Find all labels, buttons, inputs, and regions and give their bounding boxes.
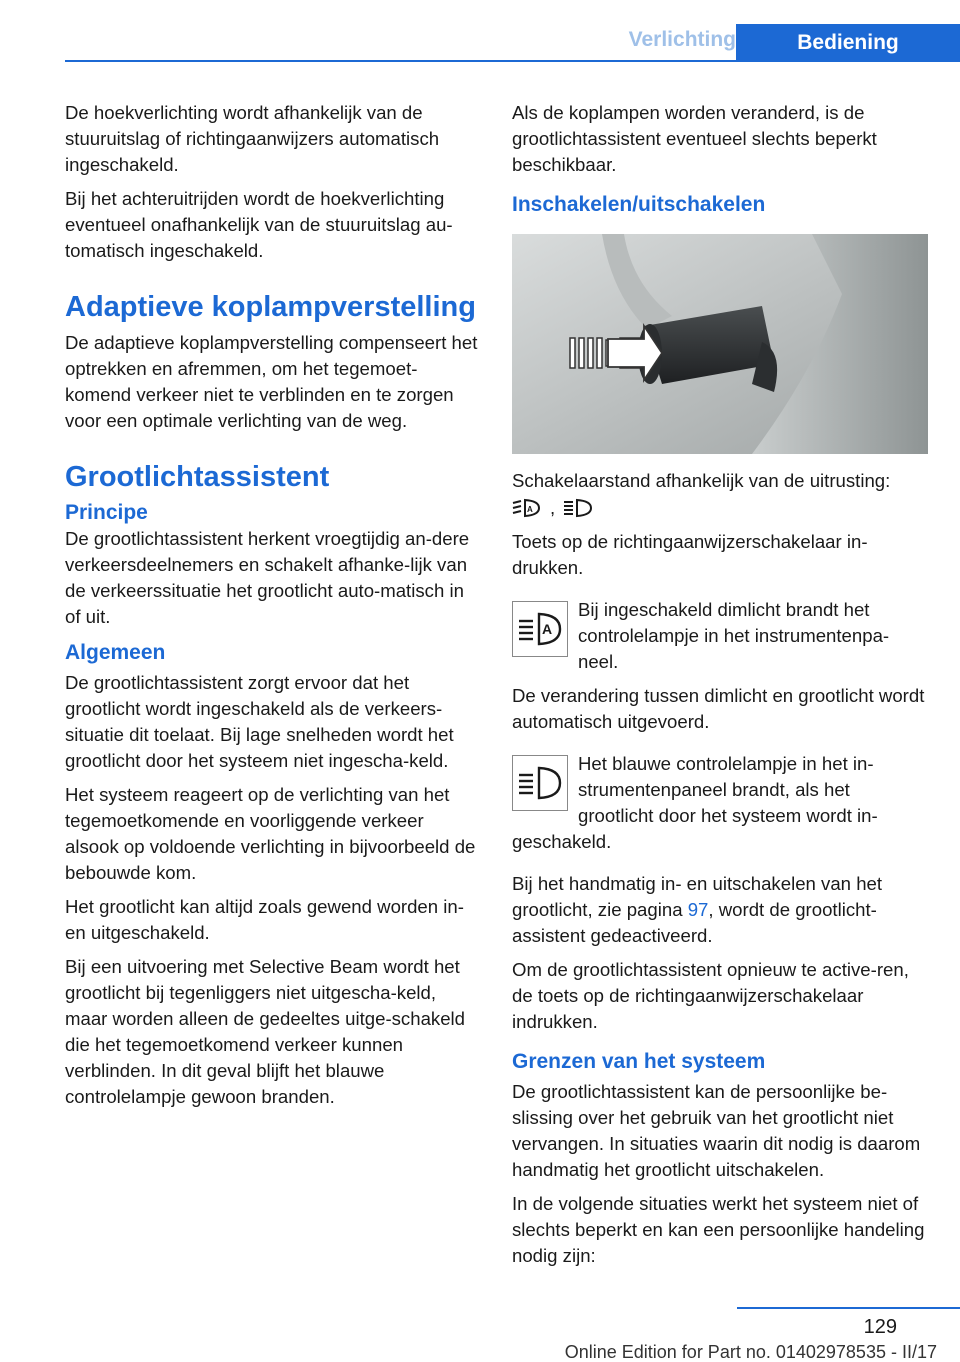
paragraph-corner-light: De hoekverlichting wordt afhankelijk van de stuuruitslag of richtingaanwijzers automatisch ingeschakeld. <box>65 102 440 175</box>
indicator-text-2: Het blauwe controlelampje in het in‐strumentenpaneel brandt, als het grootlicht door het systeem wordt in‐geschakeld. <box>512 753 878 853</box>
paragraph-general-4: Bij een uitvoering met Selective Beam wordt het grootlicht bij tegenliggers niet uitgescha‐keld, maar worden alleen de gedeeltes uitge‐schakeld die het tegemoetkomend verkeer kunnen verblinden. In dit geval blijft het blauwe controlelampje gewoon branden. <box>65 956 466 1107</box>
paragraph-principle: De grootlichtassistent herkent vroegtijdig an‐dere verkeersdeelnemers en schakelt afhanke‐lijk van de verkeerssituatie het grootlicht auto‐matisch in of uit. <box>65 528 470 627</box>
heading-high-beam-assistant: Grootlichtassistent <box>65 461 330 493</box>
paragraph-press-button: Toets op de richtingaanwijzerschakelaar in‐drukken. <box>512 531 868 579</box>
heading-system-limits: Grenzen van het systeem <box>512 1050 766 1074</box>
manual-text-post: , wordt de grootlicht‐assistent gedeactiveerd. <box>512 899 877 947</box>
high-beam-icon <box>563 497 593 519</box>
paragraph-general-2: Het systeem reageert op de verlichting van het tegemoetkomende en voorliggende verkeer alsook op voldoende verlichting in bijvoorbeeld de bebouwde kom. <box>65 784 476 883</box>
heading-general: Algemeen <box>65 641 166 664</box>
paragraph-limits-2: In de volgende situaties werkt het systeem niet of slechts beperkt en kan een persoonlijke handeling nodig zijn: <box>512 1193 925 1267</box>
page-reference-link[interactable]: 97 <box>687 899 709 921</box>
turn-signal-lever-illustration <box>512 234 928 454</box>
page-number: 129 <box>863 1316 897 1338</box>
indicator-text-1: Bij ingeschakeld dimlicht brandt het controlelampje in het instrumentenpa‐neel. <box>578 599 890 673</box>
paragraph-manual-switching <box>512 871 928 949</box>
header-rule <box>65 60 960 62</box>
inline-icon-group <box>512 495 593 521</box>
section-tab[interactable]: Bediening <box>736 24 960 62</box>
switch-position-text: Schakelaarstand afhankelijk van de uitrusting: <box>512 470 891 491</box>
left-column <box>65 100 481 1118</box>
paragraph-general-1: De grootlichtassistent zorgt ervoor dat het grootlicht wordt ingeschakeld als de verkeers‐situatie dit toelaat. Bij lage snelheden wordt het grootlicht door het systeem niet ingescha‐keld. <box>65 672 454 771</box>
heading-adaptive-headlight: Adaptieve koplampverstelling <box>65 291 476 323</box>
edition-note: Online Edition for Part no. 01402978535 - II/17 <box>564 1342 937 1362</box>
high-beam-indicator <box>512 755 568 811</box>
paragraph-adaptive-headlight: De adaptieve koplampverstelling compenseert het optrekken en afremmen, om het tegemoet‐komend verkeer niet te verblinden en te zorgen voor een optimale verlichting van de weg. <box>65 332 478 431</box>
paragraph-general-3: Het grootlicht kan altijd zoals gewend worden in- en uitgeschakeld. <box>65 896 464 943</box>
heading-principle: Principe <box>65 501 148 524</box>
icon-separator: , <box>550 497 556 519</box>
indicator-paragraph-2 <box>512 751 928 855</box>
paragraph-reactivate: Om de grootlichtassistent opnieuw te active‐ren, de toets op de richtingaanwijzerschakelaar indrukken. <box>512 959 909 1033</box>
high-beam-assistant-indicator-icon <box>513 602 567 656</box>
svg-text:A: A <box>527 505 533 515</box>
heading-switch-on-off: Inschakelen/uitschakelen <box>512 193 766 216</box>
auto-high-beam-icon <box>512 497 542 519</box>
page-header <box>65 24 960 62</box>
svg-text:A: A <box>542 621 553 638</box>
paragraph-transition: De verandering tussen dimlicht en grootlicht wordt automatisch uitgevoerd. <box>512 685 925 733</box>
paragraph-headlights-changed: Als de koplampen worden veranderd, is de grootlichtassistent eventueel slechts beperkt beschikbaar. <box>512 102 877 175</box>
high-beam-assistant-indicator <box>512 601 568 657</box>
manual-text-pre: Bij het handmatig in- en uitschakelen van het grootlicht, zie pagina <box>512 873 883 921</box>
high-beam-indicator-icon <box>513 756 567 810</box>
footer-rule <box>737 1307 960 1309</box>
chapter-tab[interactable]: Verlichting <box>628 28 736 51</box>
paragraph-reversing: Bij het achteruitrijden wordt de hoekverlichting eventueel onafhankelijk van de stuuruitslag au‐tomatisch ingeschakeld. <box>65 188 453 261</box>
right-column <box>512 100 928 1277</box>
paragraph-switch-position <box>512 468 928 521</box>
indicator-paragraph-1 <box>512 597 928 675</box>
paragraph-limits-1: De grootlichtassistent kan de persoonlijke be‐slissing over het gebruik van het grootlicht niet vervangen. In situaties waarin dit nodig is daarom handmatig het grootlicht uitschakelen. <box>512 1081 921 1181</box>
